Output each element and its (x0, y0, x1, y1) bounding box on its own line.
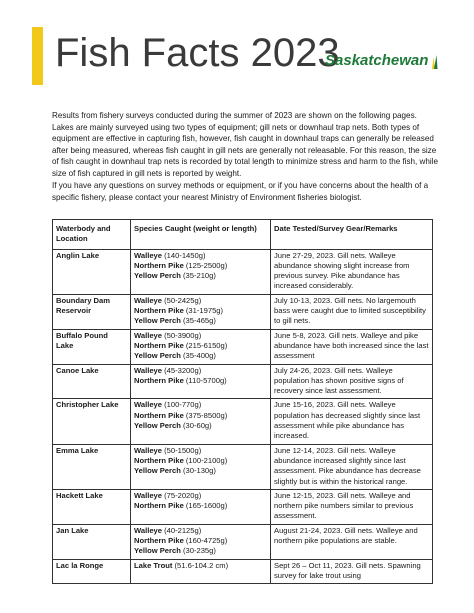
waterbody-cell: Lac la Ronge (53, 559, 131, 584)
species-name: Northern Pike (134, 536, 184, 546)
table-row (53, 444, 433, 489)
column-header: Date Tested/Survey Gear/Remarks (271, 220, 433, 250)
species-name: Walleye (134, 250, 162, 260)
species-entry (134, 411, 267, 421)
species-entry (134, 501, 267, 511)
page-title: Fish Facts 2023 (55, 31, 340, 75)
species-range: (31-1975g) (183, 306, 224, 316)
species-range: (30-235g) (180, 546, 216, 556)
species-name: Walleye (134, 365, 162, 375)
species-name: Northern Pike (134, 501, 184, 511)
remarks-cell: June 12-15, 2023. Gill nets. Walleye and northern pike numbers similar to previous assessment. (271, 489, 433, 524)
species-name: Yellow Perch (134, 421, 181, 431)
species-entry (134, 271, 267, 281)
species-cell (131, 444, 271, 489)
species-range: (110-5700g) (183, 375, 227, 385)
species-name: Yellow Perch (134, 466, 181, 476)
species-range: (125-2500g) (183, 260, 228, 270)
species-entry (134, 561, 267, 571)
species-entry (134, 421, 267, 431)
species-cell (131, 399, 271, 444)
species-entry (134, 296, 267, 306)
waterbody-cell: Anglin Lake (53, 249, 131, 294)
species-range: (35-465g) (180, 316, 216, 326)
species-range: (140-1450g) (162, 250, 206, 260)
logo-text: Saskatchewan (325, 52, 429, 69)
species-range: (215-6150g) (183, 340, 228, 350)
species-cell (131, 559, 271, 584)
species-name: Northern Pike (134, 375, 184, 385)
species-entry (134, 376, 267, 386)
species-cell (131, 524, 271, 559)
species-name: Walleye (134, 525, 162, 535)
species-name: Walleye (134, 330, 162, 340)
fish-survey-table (52, 219, 433, 584)
remarks-cell: August 21-24, 2023. Gill nets. Walleye and northern pike populations are stable. (271, 524, 433, 559)
species-entry (134, 526, 267, 536)
species-cell (131, 489, 271, 524)
intro-paragraph: Results from fishery surveys conducted during the summer of 2023 are shown on the following pages. Lakes are mainly surveyed using two types of equipment; gill nets or downhaul trap nets. Both types of equipment are effective in capturing fish, however, fish caught in downhaul traps can generally be released after being measured, whereas fish caught in gill nets are generally not releasable. For this reason, the size of fish caught in downhaul trap nets is recorded by total length to minimize stress and harm to the fish, while size of fish captured in gill nets is reported by weight. (52, 111, 439, 178)
species-entry (134, 261, 267, 271)
species-name: Walleye (134, 490, 162, 500)
column-header: Waterbody and Location (53, 220, 131, 250)
species-name: Northern Pike (134, 340, 184, 350)
species-entry (134, 446, 267, 456)
accent-bar (32, 27, 43, 85)
species-range: (100-770g) (162, 400, 202, 410)
species-name: Yellow Perch (134, 546, 181, 556)
species-range: (100-2100g) (183, 455, 228, 465)
species-range: (50-1500g) (162, 445, 202, 455)
species-range: (40-2125g) (162, 525, 202, 535)
species-entry (134, 316, 267, 326)
species-name: Northern Pike (134, 260, 184, 270)
species-name: Yellow Perch (134, 316, 181, 326)
waterbody-cell: Boundary Dam Reservoir (53, 294, 131, 329)
species-entry (134, 351, 267, 361)
remarks-cell: July 10-13, 2023. Gill nets. No largemouth bass were caught due to limited susceptibility to gill nets. (271, 294, 433, 329)
table-row (53, 489, 433, 524)
table-row (53, 294, 433, 329)
table-row (53, 329, 433, 364)
table-row (53, 249, 433, 294)
species-range: (50-2425g) (162, 295, 202, 305)
wheat-sheaf-icon (430, 54, 438, 69)
waterbody-cell: Emma Lake (53, 444, 131, 489)
species-name: Walleye (134, 295, 162, 305)
species-range: (375-8500g) (183, 410, 228, 420)
species-entry (134, 400, 267, 410)
remarks-cell: June 27-29, 2023. Gill nets. Walleye abundance showing slight increase from previous survey. Pike abundance has increased considerably. (271, 249, 433, 294)
species-cell (131, 329, 271, 364)
column-header: Species Caught (weight or length) (131, 220, 271, 250)
species-entry (134, 331, 267, 341)
species-name: Walleye (134, 445, 162, 455)
waterbody-cell: Buffalo Pound Lake (53, 329, 131, 364)
species-entry (134, 536, 267, 546)
species-entry (134, 546, 267, 556)
species-range: (160-4725g) (183, 536, 228, 546)
contact-paragraph: If you have any questions on survey methods or equipment, or if you have concerns about the health of a specific fishery, please contact your nearest Ministry of Environment fisheries biologist. (52, 181, 429, 202)
species-range: (50-3900g) (162, 330, 202, 340)
species-range: (35-210g) (180, 271, 216, 281)
species-range: (30-60g) (180, 421, 212, 431)
waterbody-cell: Jan Lake (53, 524, 131, 559)
species-name: Yellow Perch (134, 351, 181, 361)
species-range: (75-2020g) (162, 490, 202, 500)
species-entry (134, 491, 267, 501)
remarks-cell: July 24-26, 2023. Gill nets. Walleye population has shown positive signs of recovery since last assessment. (271, 364, 433, 399)
species-cell (131, 364, 271, 399)
species-range: (30-130g) (180, 466, 216, 476)
waterbody-cell: Christopher Lake (53, 399, 131, 444)
species-range: (35-400g) (180, 351, 216, 361)
species-name: Walleye (134, 400, 162, 410)
species-name: Northern Pike (134, 410, 184, 420)
species-range: (51.6-104.2 cm) (172, 560, 229, 570)
species-name: Northern Pike (134, 455, 184, 465)
species-cell (131, 249, 271, 294)
remarks-cell: June 5-8, 2023. Gill nets. Walleye and pike abundance have both increased since the last assessment (271, 329, 433, 364)
table-header-row (53, 220, 433, 250)
saskatchewan-logo (325, 52, 438, 69)
species-entry (134, 456, 267, 466)
table-row (53, 559, 433, 584)
table-row (53, 524, 433, 559)
species-entry (134, 306, 267, 316)
waterbody-cell: Hackett Lake (53, 489, 131, 524)
species-cell (131, 294, 271, 329)
remarks-cell: June 15-16, 2023. Gill nets. Walleye population has decreased slightly since last assessment while pike abundance has increased. (271, 399, 433, 444)
species-name: Yellow Perch (134, 271, 181, 281)
remarks-cell: June 12-14, 2023. Gill nets. Walleye abundance increased slightly since last assessment. Pike abundance has decrease slightly but is within the historical range. (271, 444, 433, 489)
waterbody-cell: Canoe Lake (53, 364, 131, 399)
table-row (53, 364, 433, 399)
species-entry (134, 466, 267, 476)
species-entry (134, 251, 267, 261)
species-range: (165-1600g) (183, 501, 228, 511)
species-range: (45-3200g) (162, 365, 202, 375)
species-entry (134, 366, 267, 376)
species-name: Northern Pike (134, 306, 184, 316)
remarks-cell: Sept 26 – Oct 11, 2023. Gill nets. Spawning survey for lake trout using (271, 559, 433, 584)
species-entry (134, 341, 267, 351)
table-row (53, 399, 433, 444)
species-name: Lake Trout (134, 560, 173, 570)
